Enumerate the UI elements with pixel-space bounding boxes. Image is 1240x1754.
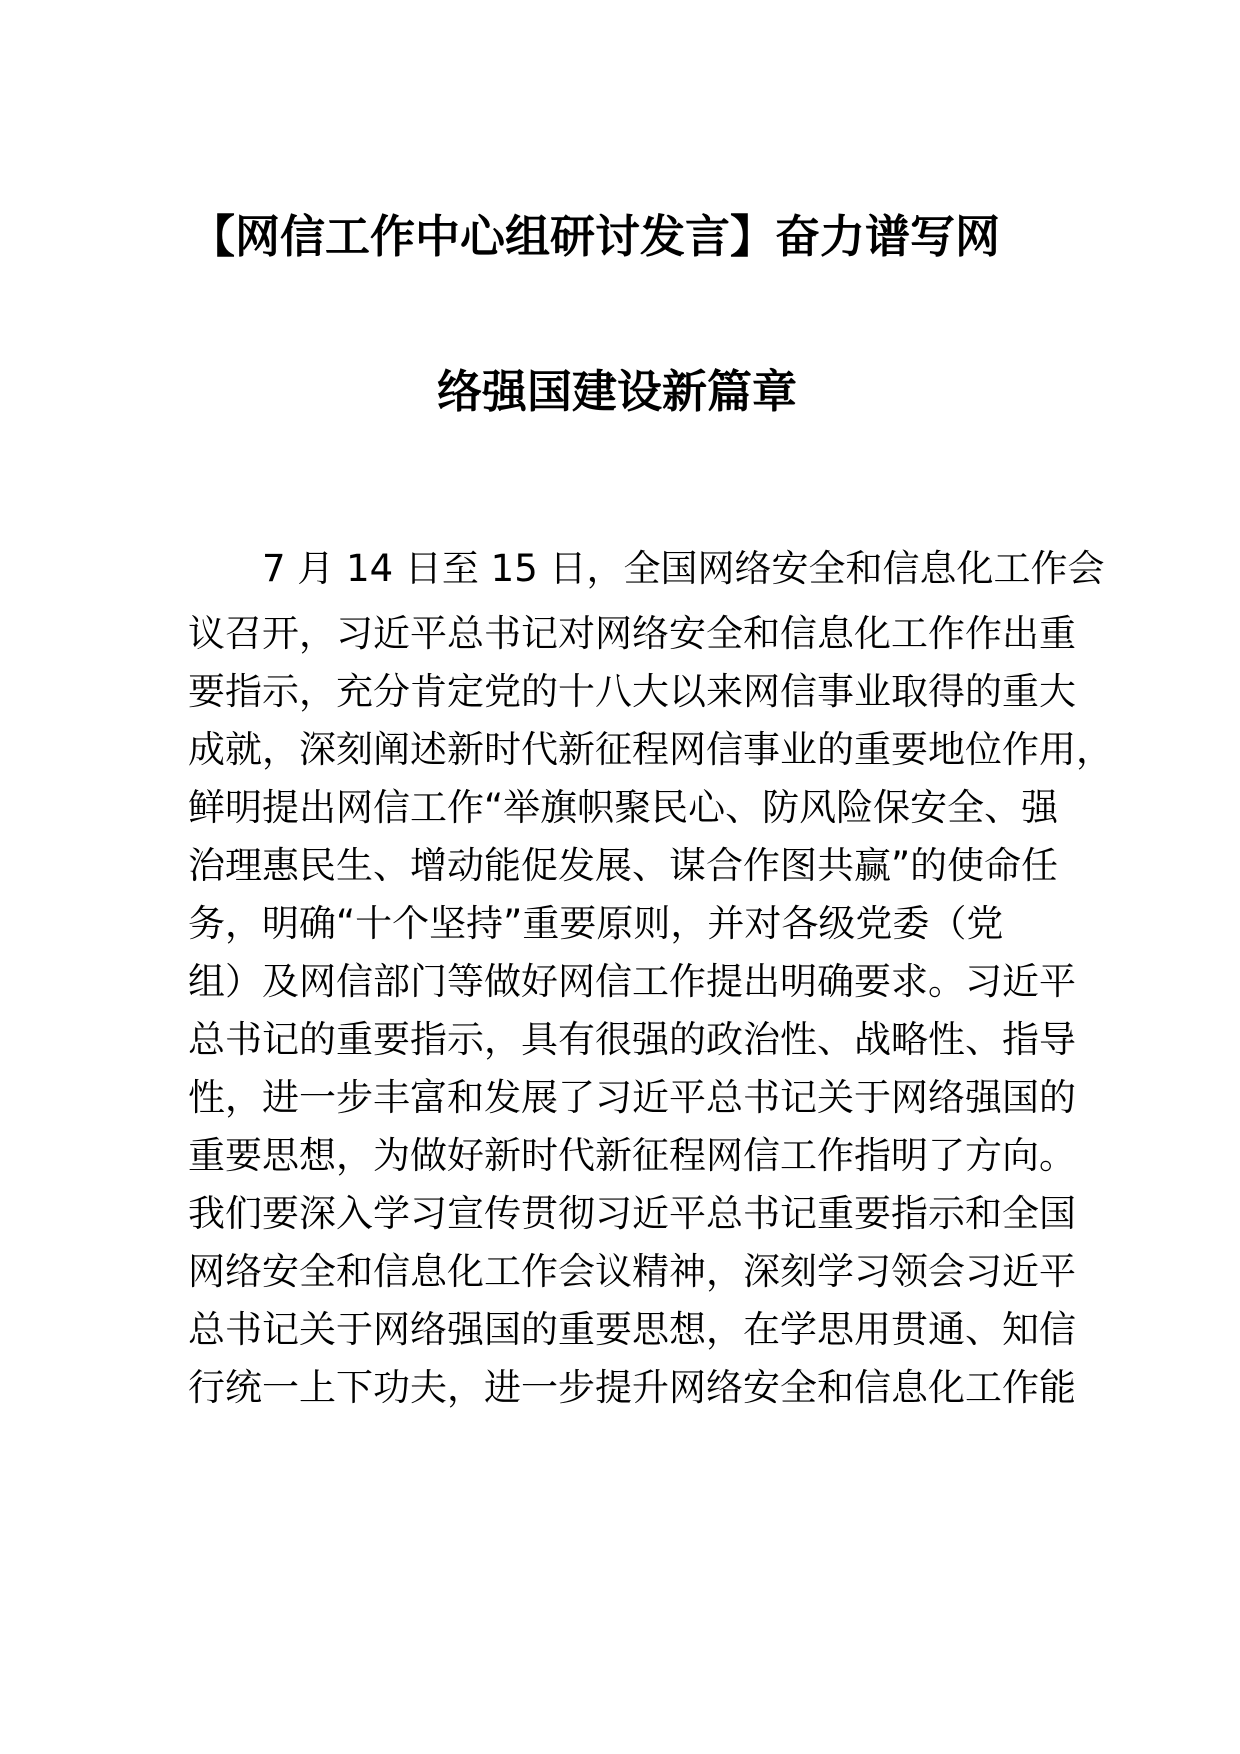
body-line-4: 成就，深刻阐述新时代新征程网信事业的重要地位作用，: [188, 728, 1113, 771]
body-line-6: 治理惠民生、增动能促发展、谋合作图共赢”的使命任: [188, 844, 1059, 887]
body-line-5: 鲜明提出网信工作“举旗帜聚民心、防风险保安全、强: [188, 786, 1059, 829]
body-line-13: 网络安全和信息化工作会议精神，深刻学习领会习近平: [188, 1250, 1076, 1293]
body-line-8: 组）及网信部门等做好网信工作提出明确要求。习近平: [188, 960, 1076, 1003]
body-line-11: 重要思想，为做好新时代新征程网信工作指明了方向。: [188, 1134, 1076, 1177]
body-line-10: 性，进一步丰富和发展了习近平总书记关于网络强国的: [188, 1076, 1076, 1119]
body-line-12: 我们要深入学习宣传贯彻习近平总书记重要指示和全国: [188, 1192, 1076, 1235]
body-line-1: 7 月 14 日至 15 日，全国网络安全和信息化工作会: [188, 547, 1105, 590]
body-line-3: 要指示，充分肯定党的十八大以来网信事业取得的重大: [188, 670, 1076, 713]
body-line-15: 行统一上下功夫，进一步提升网络安全和信息化工作能: [188, 1366, 1076, 1409]
body-line-9: 总书记的重要指示，具有很强的政治性、战略性、指导: [188, 1018, 1076, 1061]
body-line-7: 务，明确“十个坚持”重要原则，并对各级党委（党: [188, 902, 1004, 945]
body-line-2: 议召开，习近平总书记对网络安全和信息化工作作出重: [188, 612, 1076, 655]
document-title-line-1: 【网信工作中心组研讨发言】奋力谱写网: [189, 210, 1000, 263]
document-title-line-2: 络强国建设新篇章: [436, 365, 797, 418]
body-line-14: 总书记关于网络强国的重要思想，在学思用贯通、知信: [188, 1308, 1076, 1351]
